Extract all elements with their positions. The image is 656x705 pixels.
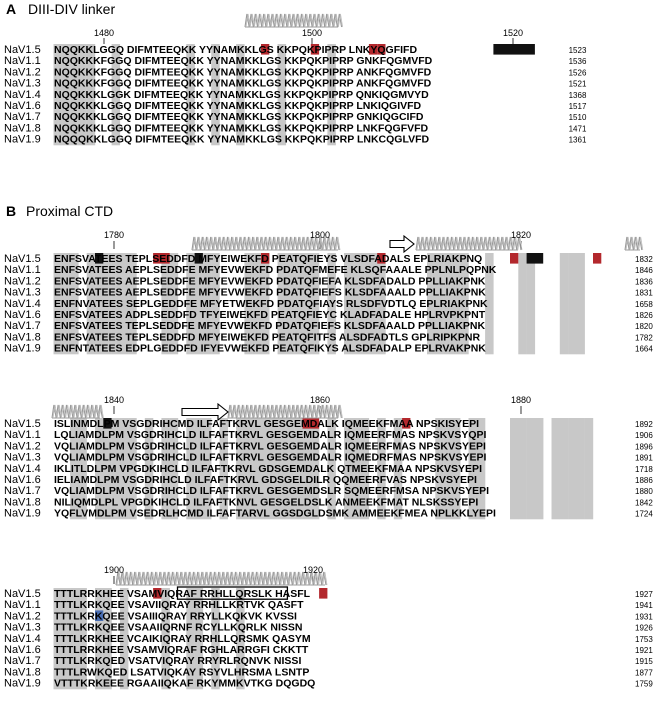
tick-number: 1880 — [511, 395, 532, 405]
sequence-residues: ISLINMDLPM VSGDRIHCMD ILFAFTKRVL GESGEMDALK IQMEEKFMAA NPSKISYEPI — [54, 418, 480, 430]
end-position: 1832 — [635, 255, 653, 264]
panel-b-label: B — [6, 203, 17, 219]
sequence-residues: ENFSVATEES TEPLSEDDFD MFYEIWEKFD PEATQFITFS ALSDFADTLS GPLRIPKPNR — [54, 331, 481, 344]
sequence-name: NaV1.3 — [4, 77, 41, 90]
sequence-name: NaV1.5 — [4, 253, 41, 265]
tick-number: 1840 — [104, 395, 125, 405]
sequence-residues: LQLIAMDLPM VSGDRIHCLD ILFAFTKRVL GESGEMDALR IQMEERFMAS NPSKVSYQPI — [54, 429, 487, 442]
conserved-column — [585, 418, 594, 519]
sequence-name: NaV1.8 — [4, 331, 41, 344]
sequence-residues: TTTLKRKHEE VCAIKIQRAY RRHLLQRSMK QASYM — [54, 632, 311, 645]
end-position: 1927 — [635, 590, 653, 599]
panel-a-title: DIII-DIV linker — [28, 1, 116, 17]
tick-number: 1900 — [104, 565, 125, 575]
end-position: 1906 — [635, 431, 653, 441]
conserved-column — [568, 253, 577, 354]
end-position: 1926 — [635, 623, 653, 633]
sequence-name: NaV1.6 — [4, 474, 41, 486]
sequence-name: NaV1.4 — [4, 632, 41, 645]
helix-icon — [625, 237, 643, 250]
sequence-name: NaV1.5 — [4, 418, 41, 430]
end-position: 1846 — [635, 266, 653, 276]
end-position: 1517 — [568, 102, 587, 111]
sequence-residues: ENFSVATEES AEPLSEDDFE MFYEVWEKFD PDATQFIEFS KLSDFAAALD PPLLIAKPNK — [54, 286, 486, 299]
tick-number: 1780 — [104, 230, 125, 240]
end-position: 1896 — [635, 442, 653, 452]
sequence-residues: ENFSVATEES AEPLSEDDFE MFYEVWEKFD PDATQFMEFE KLSQFAAALE PPLNLPQPNK — [54, 264, 497, 277]
sequence-residues: NQQKKKLGGQ DIFMTEEQKK YYNAMKKLGS KKPQKPIPRP LNKFQGFVFD — [54, 122, 429, 135]
sequence-name: NaV1.1 — [4, 264, 41, 277]
end-position: 1921 — [635, 646, 653, 655]
end-position: 1658 — [635, 299, 653, 309]
sequence-residues: NQQKKKLGGQ DIFMTEEQKK YYNAMKKLGS KKPQKPIPRP GNKIQGCIFD — [54, 111, 424, 124]
sequence-residues: NILIQMDLPL VPGDKIHCLD ILFAFTKNVL GESGELDSLK ANMEEKFMAT NLSKSSYEPI — [54, 496, 479, 509]
sequence-residues: NQQKKKFGGQ DIFMTEEQKK YYNAMKKLGS KKPQKPIPRP ANKFQGMVFD — [54, 77, 432, 90]
sequence-residues: IKLITLDLPM VPGDKIHCLD ILFAFTKRVL GDSGEMDALK QTMEEKFMAA NPSKVSYEPI — [54, 462, 482, 475]
sequence-name: NaV1.5 — [4, 44, 41, 56]
sequence-name: NaV1.9 — [4, 133, 41, 146]
tick-number: 1520 — [503, 28, 524, 38]
end-position: 1836 — [635, 277, 653, 287]
sequence-name: NaV1.4 — [4, 297, 41, 310]
sequence-residues: YQFLVMDLPM VSEDRLHCMD ILFAFTARVL GGSDGLDSMK AMMEEKFMEA NPLKKLYEPI — [54, 507, 496, 520]
sequence-residues: TTTLKRKQEE VSAVIIQRAY RRHLLKRTVK QASFT — [54, 599, 304, 612]
sequence-residues: TTTLKRKQED VSATVIQRAY RRYRLRQNVK NISSI — [54, 655, 302, 668]
end-position: 1759 — [635, 679, 653, 689]
tick-number: 1820 — [511, 230, 532, 240]
beta-strand-arrow-icon — [390, 236, 414, 252]
end-position: 1526 — [568, 68, 587, 78]
sequence-residues: VQLIAMDLPM VSGDRIHCLD ILFAFTKRVL GESGEMDALR IQMEERFMAS NPSKVSYEPI — [54, 440, 486, 453]
sequence-residues: NQQQKKLGGQ DIFMTEEQKK YYNAMKKLGS KKPQKPIPRP LNKCQGLVFD — [54, 133, 430, 146]
sequence-name: NaV1.2 — [4, 275, 41, 288]
helix-icon — [245, 14, 343, 27]
sequence-name: NaV1.9 — [4, 677, 41, 690]
end-position: 1510 — [568, 113, 587, 123]
sequence-name: NaV1.7 — [4, 655, 41, 668]
sequence-residues: IELIAMDLPM VSGDRIHCLD ILFAFTKRVL GDSGELDILR QQMEERFVAS NPSKVSYEPI — [54, 474, 477, 486]
sequence-name: NaV1.6 — [4, 100, 41, 112]
end-position: 1820 — [635, 322, 653, 332]
helix-icon — [416, 237, 522, 250]
end-position: 1536 — [568, 57, 587, 67]
end-position: 1471 — [568, 124, 587, 134]
tick-number: 1500 — [302, 28, 323, 38]
sequence-residues: ENFSVATEES ADPLSEDDFD TFYEIWEKFD PEATQFIEYC KLADFADALE HPLRVPKPNT — [54, 309, 486, 321]
helix-icon — [228, 405, 342, 418]
tick-number: 1920 — [303, 565, 324, 575]
sequence-residues: VTTTKRKEEE RGAAIIQKAF RKYMMKVTKG DQGDQ — [54, 677, 316, 690]
sequence-name: NaV1.7 — [4, 320, 41, 333]
sequence-residues: TTTLRRKHEE VSAMVIQRAF RGHLARRGFI CKKTT — [54, 644, 309, 656]
end-position: 1523 — [568, 46, 587, 55]
sequence-name: NaV1.4 — [4, 88, 41, 101]
sequence-name: NaV1.2 — [4, 610, 41, 623]
conserved-column — [510, 418, 519, 519]
end-position: 1941 — [635, 601, 653, 611]
sequence-name: NaV1.7 — [4, 485, 41, 498]
sequence-name: NaV1.3 — [4, 451, 41, 464]
sequence-name: NaV1.1 — [4, 599, 41, 612]
conserved-column — [552, 418, 561, 519]
sequence-name: NaV1.6 — [4, 644, 41, 656]
tick-number: 1480 — [94, 28, 115, 38]
sequence-residues: TTTLRWKQED LSATVIQKAY RSYVLHRSMA LSNTP — [54, 666, 310, 679]
sequence-name: NaV1.8 — [4, 666, 41, 679]
sequence-name: NaV1.8 — [4, 496, 41, 509]
conserved-column — [518, 253, 527, 354]
sequence-name: NaV1.2 — [4, 66, 41, 79]
sequence-name: NaV1.1 — [4, 429, 41, 442]
tick-number: 1800 — [310, 230, 331, 240]
tick-number: 1860 — [310, 395, 331, 405]
end-position: 1915 — [635, 657, 653, 667]
sequence-residues: TTTLKRKQEE VSAIIIQRAY RRYLLKQKVK KVSSI — [54, 610, 297, 623]
end-position: 1368 — [568, 90, 587, 100]
sequence-residues: VQLIAMDLPM VSGDRIHCLD ILFAFTKRVL GESGEMDSLR SQMEERFMSA NPSKVSYEPI — [54, 485, 490, 498]
end-position: 1842 — [635, 498, 653, 508]
end-position: 1753 — [635, 634, 653, 644]
panel-b-title: Proximal CTD — [26, 203, 114, 219]
end-position: 1877 — [635, 668, 653, 678]
sequence-residues: NQQKKLGGQ DIFMTEEQKK YYNAMKKLGS KKPQKPIPRP LNKYQGFIFD — [54, 44, 418, 56]
end-position: 1891 — [635, 453, 653, 463]
end-position: 1782 — [635, 333, 653, 343]
text-layer — [4, 1, 653, 690]
conserved-column — [560, 418, 569, 519]
end-position: 1718 — [635, 464, 653, 474]
sequence-name: NaV1.9 — [4, 342, 41, 355]
highlight-box — [493, 44, 535, 55]
conserved-column — [576, 418, 585, 519]
sequence-name: NaV1.6 — [4, 309, 41, 321]
sequence-residues: TTTLRRKHEE VSAMVIQRAF RRHLLQRSLK HASFL — [54, 588, 311, 600]
sequence-residues: NQQKKKLGGK DIFMTEEQKK YYNAMKKLGS KKPQKPIPRP QNKIQGMVYD — [54, 88, 429, 101]
sequence-residues: NQQKKKFGGQ DIFMTEEQKK YYNAMKKLGS KKPQKPIPRP GNKFQGMVFD — [54, 55, 433, 68]
conserved-column — [518, 418, 527, 519]
end-position: 1931 — [635, 612, 653, 622]
end-position: 1361 — [568, 135, 587, 145]
sequence-name: NaV1.7 — [4, 111, 41, 124]
conserved-column — [560, 253, 569, 354]
conserved-column — [576, 253, 585, 354]
highlight-box — [319, 588, 327, 599]
conserved-column — [568, 418, 577, 519]
highlight-box — [527, 253, 544, 264]
panel-a-label: A — [6, 1, 17, 17]
sequence-name: NaV1.3 — [4, 621, 41, 634]
end-position: 1886 — [635, 476, 653, 485]
helix-icon — [52, 405, 103, 418]
sequence-residues: ENFSVATEES TEPLSEDDFD MFYEIWEKFD PEATQFIEYS VLSDFADALS EPLRIAKPNQ — [54, 253, 483, 265]
end-position: 1664 — [635, 344, 653, 354]
sequence-residues: ENFSVATEES AEPLSEDDFE MFYEVWEKFD PDATQFIEFA KLSDFADALD PPLLIAKPNK — [54, 275, 486, 288]
helix-icon — [116, 572, 327, 585]
sequence-residues: ENFSVATEES TEPLSEDDFE MFYEVWEKFD PDATQFIEFS KLSDFAAALD PPLLIAKPNK — [54, 320, 486, 333]
highlight-box — [510, 253, 518, 264]
sequence-residues: VQLIAMDLPM VSGDRIHCLD ILFAFTKRVL GESGEMDALR IQMEDRFMAS NPSKVSYEPI — [54, 451, 487, 464]
conserved-column — [527, 253, 536, 354]
sequence-name: NaV1.9 — [4, 507, 41, 520]
end-position: 1826 — [635, 311, 653, 320]
sequence-name: NaV1.5 — [4, 588, 41, 600]
sequence-name: NaV1.4 — [4, 462, 41, 475]
conserved-column — [535, 418, 544, 519]
sequence-residues: ENFNVATEES SEPLGEDDFE MFYETWEKFD PDATQFIAYS RLSDFVDTLQ EPLRIAKPNK — [54, 297, 488, 310]
end-position: 1880 — [635, 487, 653, 497]
conserved-column — [527, 418, 536, 519]
sequence-residues: ENFNTATEES EDPLGEDDFD IFYEVWEKFD PEATQFIKYS ALSDFADALP EPLRVAKPNK — [54, 342, 486, 355]
end-position: 1892 — [635, 420, 653, 429]
sequence-residues: TTTLKRKQEE VSAAIIQRNF RCYLLKQRLK NISSN — [54, 621, 303, 634]
highlight-box — [593, 253, 601, 264]
end-position: 1724 — [635, 509, 653, 519]
sequence-name: NaV1.2 — [4, 440, 41, 453]
sequence-name: NaV1.1 — [4, 55, 41, 68]
end-position: 1521 — [568, 79, 587, 89]
sequence-name: NaV1.8 — [4, 122, 41, 135]
sequence-residues: NQQKKKFGGQ DIFMTEEQKK YYNAMKKLGS KKPQKPIPRP ANKFQGMVFD — [54, 66, 432, 79]
sequence-name: NaV1.3 — [4, 286, 41, 299]
sequence-residues: NQQKKKLGGQ DIFMTEEQKK YYNAMKKLGS KKPQKPIPRP LNKIQGIVFD — [54, 100, 422, 112]
end-position: 1831 — [635, 288, 653, 298]
